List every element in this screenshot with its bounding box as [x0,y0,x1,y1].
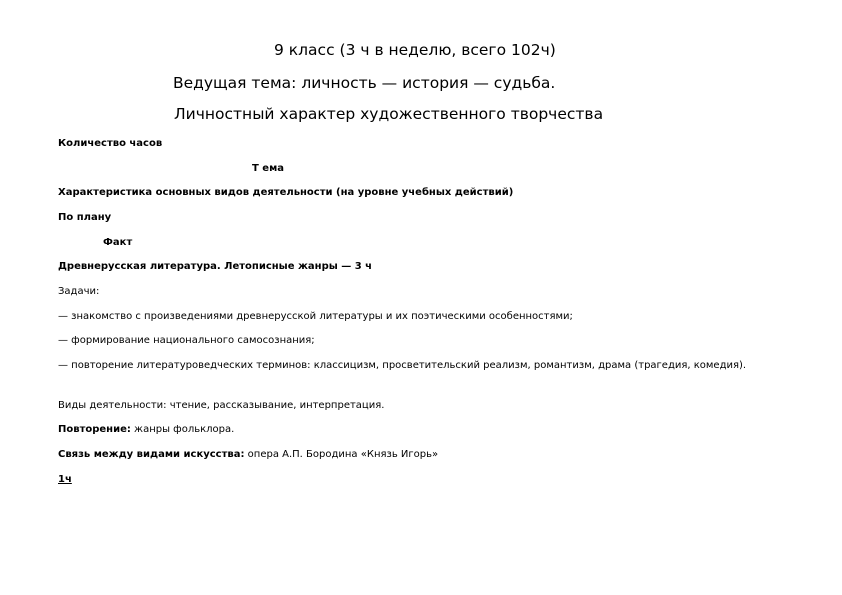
column-header-topic: Т ема [252,163,285,174]
heading-subtitle: Личностный характер художественного творчества [174,105,604,123]
arts-link-label: Связь между видами искусства: [58,449,245,460]
heading-class: 9 класс (3 ч в неделю, всего 102ч) [274,41,556,59]
repeat-line [58,423,234,436]
section-title: Древнерусская литература. Летописные жанры — 3 ч [58,261,373,272]
repeat-text: жанры фольклора. [130,424,235,435]
column-header-activities: Характеристика основных видов деятельности (на уровне учебных действий) [58,187,514,198]
activities-text: Виды деятельности: чтение, рассказывание, интерпретация. [58,400,385,411]
column-header-hours: Количество часов [58,138,163,149]
hours-value: 1ч [58,474,72,485]
repeat-label: Повторение: [58,424,131,435]
heading-theme: Ведущая тема: личность — история — судьба. [173,74,556,92]
task-item-1: — знакомство с произведениями древнерусской литературы и их поэтическими особенностями; [58,311,573,322]
column-header-fact: Факт [103,237,133,248]
column-header-plan: По плану [58,212,112,223]
tasks-label: Задачи: [58,286,100,297]
task-item-3: — повторение литературоведческих терминов: классицизм, просветительский реализм, романтизм, драма (трагедия, комедия). [58,360,747,371]
arts-link-text: опера А.П. Бородина «Князь Игорь» [244,449,439,460]
arts-link-line [58,448,438,461]
task-item-2: — формирование национального самосознания; [58,335,315,346]
